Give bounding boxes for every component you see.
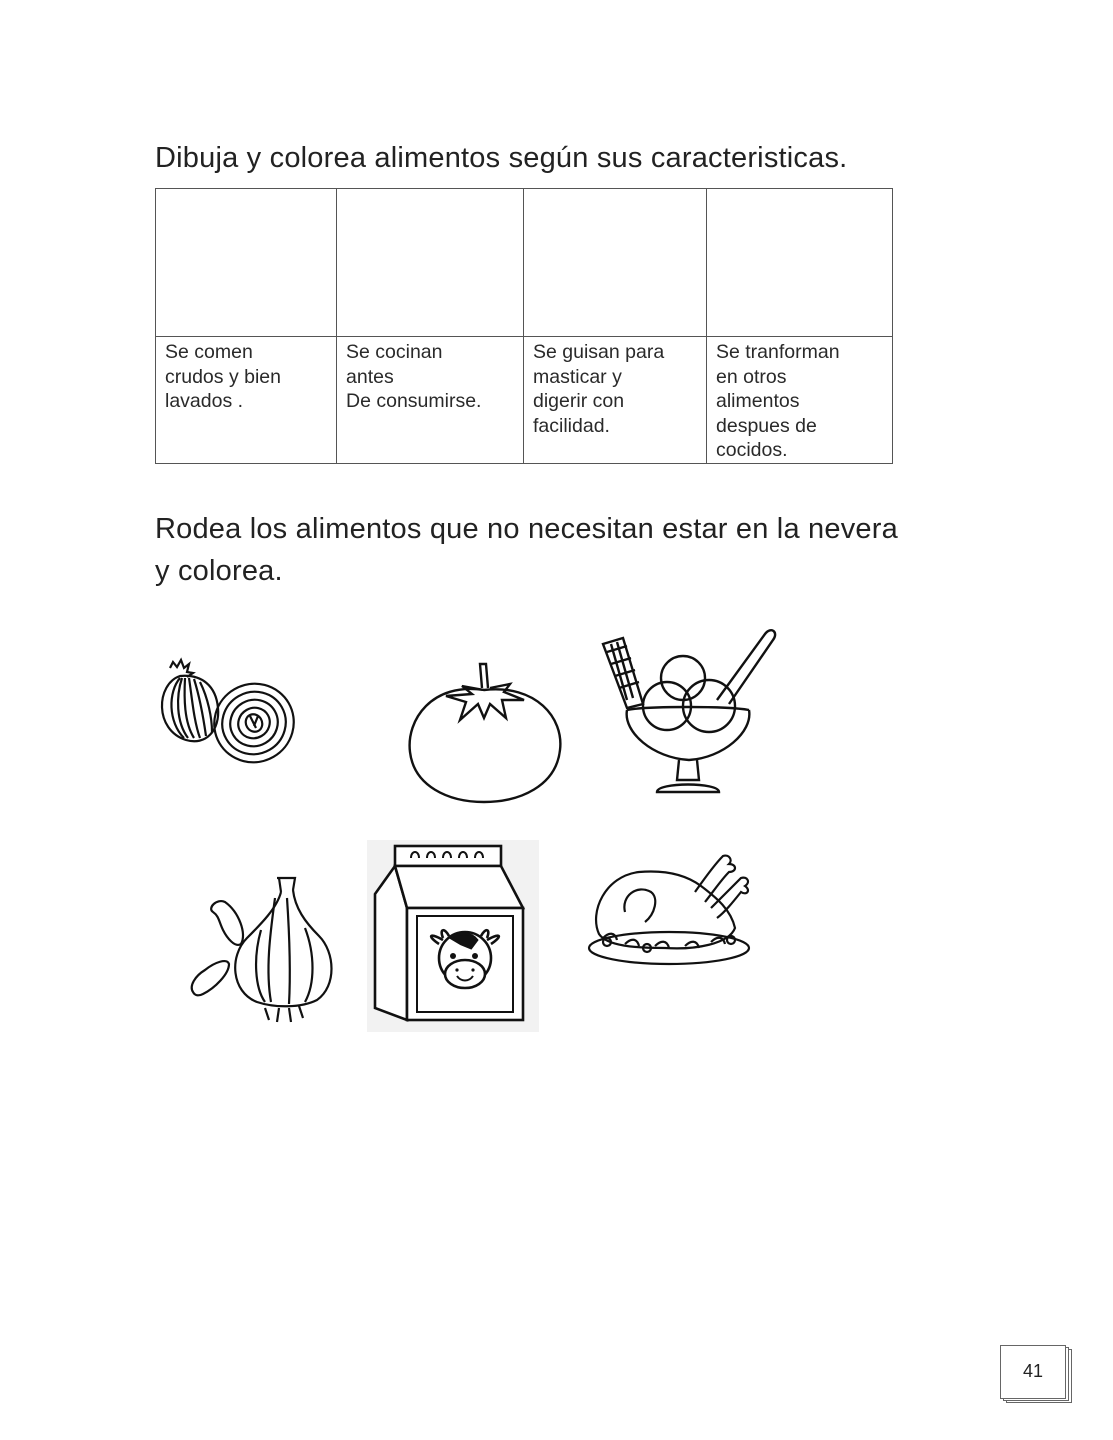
caption-cell-3 [524,337,707,464]
caption-cell-2 [337,337,524,464]
caption-text-1: Se comen crudos y bien lavados . [165,341,281,412]
onion-icon[interactable] [158,652,304,767]
caption-text-3: Se guisan para masticar y digerir con facilidad. [533,341,665,437]
instruction-draw: Dibuja y colorea alimentos según sus caracteristicas. [155,142,848,174]
caption-text-4: Se tranforman en otros alimentos despues de cocidos. [716,341,840,461]
ice-cream-icon[interactable] [597,620,782,810]
milk-carton-icon[interactable] [367,840,539,1032]
drawing-box-2[interactable] [337,189,524,337]
characteristics-table [155,188,893,464]
caption-text-2: Se cocinan antes De consumirse. [346,341,482,412]
page-number: 41 [1022,1360,1044,1381]
instruction-circle: Rodea los alimentos que no necesitan estar en la nevera y colorea. [155,513,898,587]
roast-chicken-icon[interactable] [585,852,755,970]
page-number-box [1000,1345,1070,1400]
drawing-box-1[interactable] [156,189,337,337]
caption-cell-4 [707,337,893,464]
caption-cell-1 [156,337,337,464]
garlic-icon[interactable] [185,868,335,1028]
drawing-box-4[interactable] [707,189,893,337]
drawing-box-3[interactable] [524,189,707,337]
tomato-icon[interactable] [402,660,567,810]
